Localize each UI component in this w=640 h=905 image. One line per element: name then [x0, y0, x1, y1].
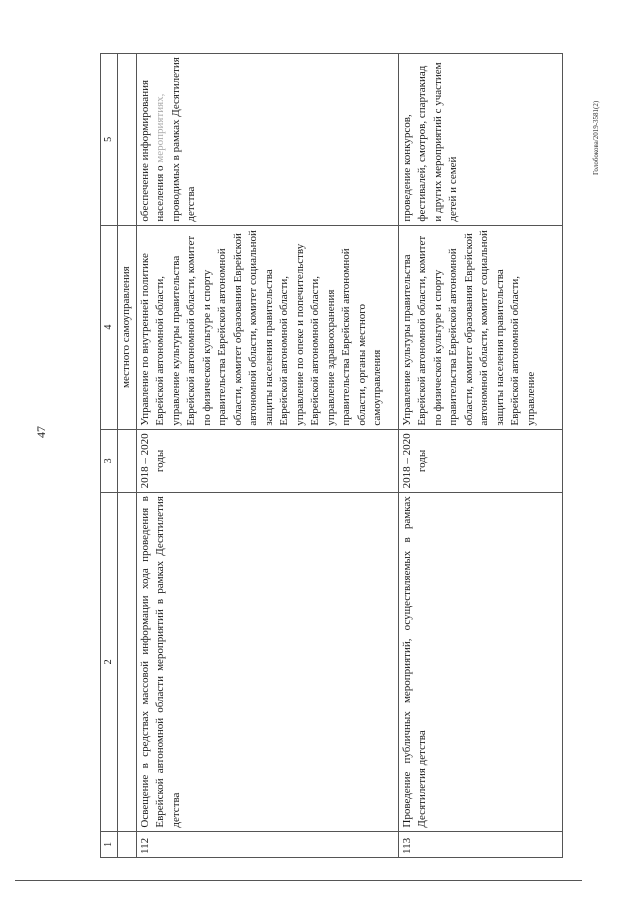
measure-name: Освещение в средствах массовой информации хода проведения в Еврейской автономной области мероприятий в рамках Десятилетия детства: [136, 493, 398, 831]
rotated-table-area: [100, 53, 563, 858]
table-row: [398, 54, 563, 858]
measure-name: Проведение публичных мероприятий, осуществляемых в рамках Десятилетия детства: [398, 493, 563, 831]
continuation-cell: местного самоуправления: [118, 225, 137, 429]
measure-executors: Управление культуры правительства Еврейской автономной области, комитет по физической культуре и спорту правительства Еврейской автономной области, комитет образования Еврейской автономной области, комитет социальной защиты населения правительства Еврейской автономной области, управление: [398, 225, 563, 429]
result-text-faded: мероприятиях,: [154, 93, 166, 163]
measures-table: [100, 53, 563, 858]
column-header: 5: [101, 54, 118, 226]
measure-result: проведение конкурсов, фестивалей, смотров, спартакиад и других мероприятий с участием детей и семей: [398, 54, 563, 226]
table-header-row: [101, 54, 118, 858]
column-header: 1: [101, 831, 118, 857]
measure-executors: Управление по внутренней политике Еврейской автономной области, управление культуры правительства Еврейской автономной области, комитет по физической культуре и спорту правительства Еврейской автономной области, комитет образования Еврейской автономной области, комитет социальной защиты населения правительства Еврейской автономной области, управление по опеке и попечительству Еврейской автономной области, управление здравоохранения правительства Еврейской автономной области, органы местного самоуправления: [136, 225, 398, 429]
row-number: 113: [398, 831, 563, 857]
page-number: 47: [34, 426, 48, 438]
result-text: обеспечение информирования населения о: [138, 79, 166, 222]
row-number: 112: [136, 831, 398, 857]
measure-term: 2018 – 2020 годы: [398, 429, 563, 493]
result-text: проводимых в рамках Десятилетия детства: [169, 57, 197, 222]
table-row: [136, 54, 398, 858]
column-header: 2: [101, 493, 118, 831]
column-header: 3: [101, 429, 118, 493]
measure-result: [136, 54, 398, 226]
bottom-rule: [15, 880, 582, 881]
document-stamp: Голобокова/2019-3581(2): [592, 100, 600, 175]
column-header: 4: [101, 225, 118, 429]
measure-term: 2018 – 2020 годы: [136, 429, 398, 493]
continuation-row: [118, 54, 137, 858]
